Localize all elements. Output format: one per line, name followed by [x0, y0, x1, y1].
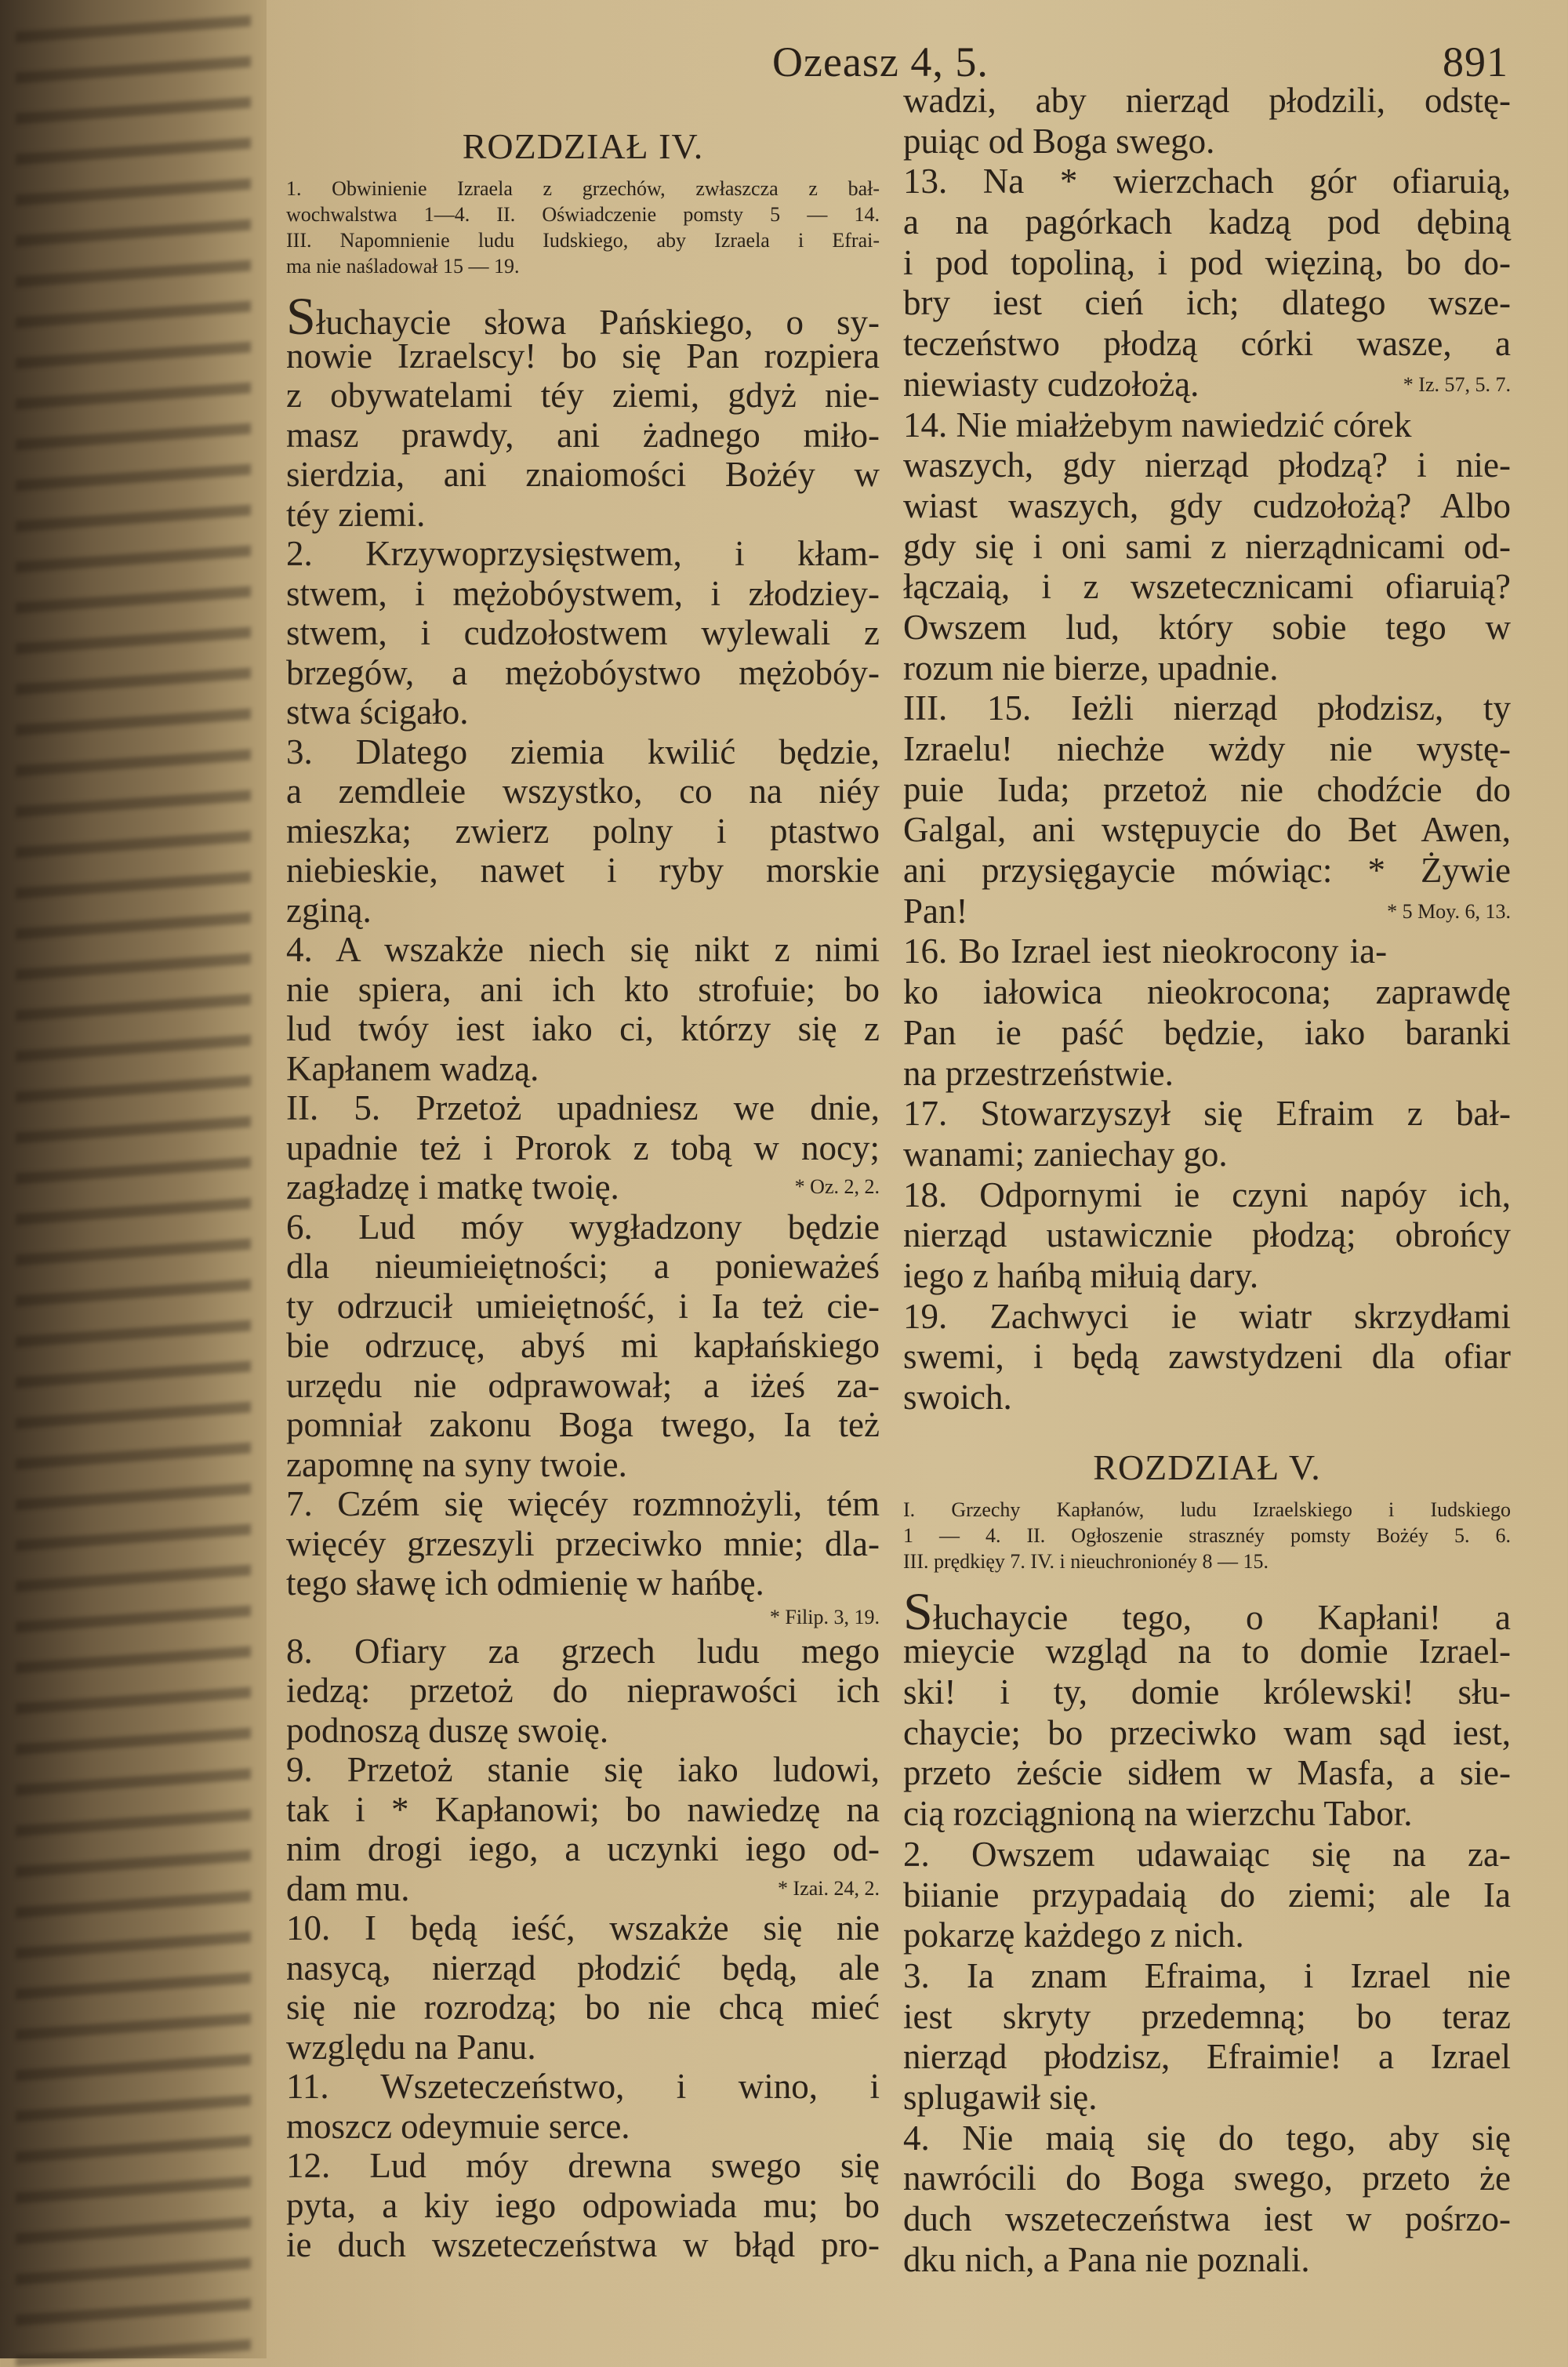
line-text: chaycie; bo przeciwko wam sąd iest, [903, 1712, 1511, 1752]
text-line [903, 202, 1511, 243]
line-text: upadnie też i Prorok z tobą w nocy; [286, 1127, 880, 1167]
line-text: tego sławę ich odmienię w hańbę. [286, 1563, 764, 1603]
line-text: względu na Panu. [286, 2027, 536, 2067]
text-line [286, 1366, 880, 1406]
text-line [286, 1445, 880, 1485]
left-column [286, 118, 880, 2265]
line-text: niebieskie, nawet i ryby morskie [286, 851, 880, 890]
line-text: 13. Na * wierzchach gór ofiaruią, [903, 162, 1511, 201]
initial-capital: S [286, 286, 316, 346]
footnote-reference: * Filip. 3, 19. [769, 1605, 880, 1628]
text-line [903, 1875, 1511, 1916]
text-line [286, 771, 880, 811]
text-line [286, 1750, 880, 1790]
line-text: przeto żeście sidłem w Masfa, a sie- [903, 1753, 1511, 1793]
text-line [286, 1405, 880, 1445]
text-line [903, 1134, 1511, 1175]
summary-line: III. Napomnienie ludu Iudskiego, aby Izraela i Efrai- [286, 229, 880, 252]
footnote-reference: * Iz. 57, 5. 7. [1403, 372, 1511, 396]
text-line [903, 729, 1511, 770]
line-text: zginą. [286, 890, 372, 930]
line-text: pokarzę każdego z nich. [903, 1915, 1244, 1955]
text-line [286, 2225, 880, 2265]
line-text: i pod topoliną, i pod więziną, bo do- [903, 242, 1511, 282]
line-text: zapomnę na syny twoie. [286, 1444, 627, 1484]
text-line [903, 324, 1511, 365]
text-line [903, 1794, 1511, 1835]
text-line [903, 365, 1511, 405]
text-line [903, 81, 1511, 122]
text-line [286, 1049, 880, 1089]
line-text: iego z hańbą miłuią dary. [903, 1255, 1259, 1295]
line-text: urzędu nie odprawował; a iżeś za- [286, 1365, 880, 1405]
line-text: puiąc od Boga swego. [903, 121, 1215, 161]
line-text: 3. Ia znam Efraima, i Izrael nie [903, 1955, 1511, 1995]
line-text: 18. Odpornymi ie czyni napóy ich, [903, 1174, 1511, 1214]
line-text: nasycą, nierząd płodzić będą, ale [286, 1948, 880, 1988]
line-text: 2. Owszem udawaiąc się na za- [903, 1834, 1511, 1874]
text-line [286, 1869, 880, 1909]
summary-line: III. prędkięy 7. IV. i nieuchronionéy 8 — 15. [903, 1549, 1269, 1573]
chapter-title: ROZDZIAŁ IV. [462, 126, 704, 166]
text-line [286, 1524, 880, 1564]
line-text: duch wszeteczeństwa iest w pośrzo- [903, 2199, 1511, 2238]
text-line [903, 1256, 1511, 1297]
text-line [286, 416, 880, 456]
line-text: sierdzia, ani znaiomości Bożéy w [286, 455, 880, 494]
text-line [903, 1713, 1511, 1754]
line-text: 17. Stowarzyszył się Efraim z bał- [903, 1094, 1511, 1134]
line-text: brzegów, a mężobóystwo mężobóy- [286, 652, 880, 692]
line-text: nowie Izraelscy! bo się Pan rozpiera [286, 336, 880, 376]
initial-capital: S [903, 1581, 933, 1641]
text-line [286, 1790, 880, 1830]
text-line [286, 732, 880, 772]
text-line [903, 931, 1511, 972]
line-text: nie spiera, ani ich kto strofuie; bo [286, 969, 880, 1009]
line-text: puie Iuda; przetoż nie chodźcie do [903, 769, 1511, 809]
line-text: 3. Dlatego ziemia kwilić będzie, [286, 732, 880, 771]
text-line [903, 2078, 1511, 2118]
text-line [286, 930, 880, 970]
line-text: mieycie wzgląd na to domie Izrael- [903, 1632, 1511, 1672]
text-line [286, 1088, 880, 1128]
line-text: stwa ścigało. [286, 692, 469, 732]
summary-line: 1. Obwinienie Izraela z grzechów, zwłaszcza z bał- [286, 177, 880, 200]
line-text: Pan! [903, 891, 968, 931]
text-line [286, 1908, 880, 1948]
text-line [903, 445, 1511, 486]
line-text: masz prawdy, ani żadnego miło- [286, 415, 880, 455]
summary-line: 1 — 4. II. Ogłoszenie strasznéy pomsty Bożéy 5. 6. [903, 1523, 1511, 1547]
text-line [903, 608, 1511, 648]
line-text: a na pagórkach kadzą pod dębiną [903, 202, 1511, 242]
text-line [903, 243, 1511, 284]
text-line [903, 1835, 1511, 1875]
text-line [903, 1175, 1511, 1216]
line-text: z obywatelami téy ziemi, gdyż nie- [286, 376, 880, 415]
text-line [286, 336, 880, 376]
running-title: Ozeasz 4, 5. [772, 38, 989, 85]
line-text: moszcz odeymuie serce. [286, 2106, 630, 2146]
text-line [903, 1094, 1511, 1134]
line-text: téy ziemi. [286, 494, 426, 534]
line-text: bry iest cień ich; dlatego wsze- [903, 283, 1511, 323]
line-text: biianie przypadaią do ziemi; ale Ia [903, 1875, 1511, 1915]
text-line [903, 648, 1511, 689]
text-line [286, 534, 880, 574]
text-line [286, 891, 880, 931]
footnote-reference: * Oz. 2, 2. [794, 1175, 880, 1198]
line-text: łuchaycie słowa Pańskiego, o sy- [315, 303, 880, 342]
line-text: lud twóy iest iako ci, którzy się z [286, 1009, 880, 1048]
line-text: 4. A wszakże niech się nikt z nimi [286, 930, 880, 969]
text-line [903, 1013, 1511, 1054]
line-text: III. 15. Ieżli nierząd płodzisz, ty [903, 688, 1511, 728]
text-line [286, 1009, 880, 1049]
adjacent-page-edge [0, 0, 267, 2358]
line-text: ko iałowica nieokrocona; zaprawdę [903, 972, 1511, 1012]
line-text: wiast waszych, gdy cudzołożą? Albo [903, 485, 1511, 525]
line-text: Kapłanem wadzą. [286, 1048, 539, 1088]
text-line [903, 2240, 1511, 2281]
text-line [903, 1915, 1511, 1956]
line-text: 14. Nie miałżebym nawiedzić córek [903, 405, 1412, 445]
line-text: cią rozciągnioną na wierzchu Tabor. [903, 1794, 1413, 1834]
text-line [286, 2146, 880, 2186]
text-line [903, 2199, 1511, 2240]
line-text: na przestrzeństwie. [903, 1053, 1174, 1093]
line-text: 6. Lud móy wygładzony będzie [286, 1207, 880, 1247]
line-text: dla nieumieiętności; a ponieważeś [286, 1247, 880, 1286]
line-text: stwem, i cudzołostwem wylewali z [286, 613, 880, 652]
text-line [903, 283, 1511, 324]
line-text: nawrócili do Boga swego, przeto że [903, 2158, 1511, 2198]
line-text: nierząd płodzisz, Efraimie! a Izrael [903, 2037, 1511, 2077]
text-line [903, 1581, 1511, 1641]
chapter-summary [286, 176, 880, 279]
text-line [903, 2037, 1511, 2078]
line-text: 10. I będą ieść, wszakże się nie [286, 1908, 880, 1948]
line-text: 16. Bo Izrael iest nieokrocony ia- [903, 931, 1388, 971]
text-line [286, 613, 880, 653]
text-line [903, 1632, 1511, 1672]
text-line [903, 1672, 1511, 1713]
line-text: wanami; zaniechay go. [903, 1134, 1228, 1174]
line-text: ty odrzucił umieiętność, i Ia też cie- [286, 1286, 880, 1326]
text-line [286, 653, 880, 693]
line-text: Pan ie paść będzie, iako baranki [903, 1012, 1511, 1052]
line-text: splugawił się. [903, 2077, 1098, 2117]
text-line [903, 567, 1511, 608]
text-line [286, 1207, 880, 1247]
line-text: Izraelu! niechże wżdy nie wystę- [903, 729, 1511, 768]
line-text: swemi, i będą zawstydzeni dla ofiar [903, 1337, 1511, 1377]
text-line [286, 455, 880, 495]
adjacent-page-blurred-text [16, 0, 251, 2366]
line-text: waszych, gdy nierząd płodzą? i nie- [903, 445, 1511, 485]
text-line [286, 1326, 880, 1366]
line-text: łuchaycie tego, o Kapłani! a [932, 1597, 1511, 1637]
text-line [903, 891, 1511, 932]
right-column [903, 81, 1511, 2280]
chapter-title: ROZDZIAŁ V. [1093, 1447, 1321, 1487]
text-line [286, 1829, 880, 1869]
line-text: II. 5. Przetoż upadniesz we dnie, [286, 1088, 880, 1127]
text-line [286, 1563, 880, 1603]
line-text: 2. Krzywoprzysięstwem, i kłam- [286, 534, 880, 573]
line-text: nim drogi iego, a uczynki iego od- [286, 1829, 880, 1868]
line-text: mieszka; zwierz polny i ptastwo [286, 811, 880, 851]
text-line [286, 851, 880, 891]
text-line [903, 1956, 1511, 1997]
text-line [286, 376, 880, 416]
chapter-text [903, 1581, 1511, 2281]
text-line [903, 1297, 1511, 1338]
text-line [286, 1671, 880, 1711]
line-text: iest skryty przedemną; bo teraz [903, 1996, 1511, 2036]
text-line [286, 1128, 880, 1168]
line-text: 4. Nie maią się do tego, aby się [903, 2118, 1511, 2158]
line-text: teczeństwo płodzą córki wasze, a [903, 324, 1511, 364]
line-text: zagładzę i matkę twoię. [286, 1167, 619, 1207]
line-text: wadzi, aby nierząd płodzili, odstę- [903, 81, 1511, 120]
text-line [903, 1337, 1511, 1378]
line-text: tak i * Kapłanowi; bo nawiedzę na [286, 1789, 880, 1829]
text-line [903, 770, 1511, 811]
text-line [903, 1378, 1511, 1418]
text-line [286, 1988, 880, 2028]
chapter-summary [903, 1497, 1511, 1574]
chapter-text-continued [903, 81, 1511, 1418]
line-text: Galgal, ani wstępuycie do Bet Awen, [903, 810, 1511, 850]
line-text: łączaią, i z wszetecznicami ofiaruią? [903, 567, 1511, 607]
line-text: stwem, i mężobóystwem, i złodziey- [286, 573, 880, 613]
line-text: się nie rozrodzą; bo nie chcą mieć [286, 1988, 880, 2027]
line-text: 12. Lud móy drewna swego się [286, 2146, 880, 2185]
text-line [903, 972, 1511, 1013]
text-line [286, 2107, 880, 2147]
line-text: podnoszą duszę swoię. [286, 1710, 609, 1750]
line-text: 7. Czém się więcéy rozmnożyli, tém [286, 1484, 880, 1523]
line-text: a zemdleie wszystko, co na niéy [286, 771, 880, 811]
line-text: dam mu. [286, 1868, 410, 1908]
line-text: pomniał zakonu Boga twego, Ia też [286, 1405, 880, 1444]
text-line [903, 1054, 1511, 1095]
text-line [286, 1247, 880, 1287]
text-line [286, 1711, 880, 1751]
text-line [286, 495, 880, 535]
summary-line: wochwalstwa 1—4. II. Oświadczenie pomsty 5 — 14. [286, 203, 880, 226]
text-line [903, 810, 1511, 851]
text-line [903, 1215, 1511, 1256]
text-line [286, 1167, 880, 1207]
text-line [903, 1753, 1511, 1794]
line-text: gdy się i oni sami z nierządnicami od- [903, 526, 1511, 566]
text-line [903, 688, 1511, 729]
text-line [903, 405, 1511, 446]
text-line [903, 851, 1511, 891]
line-text: dku nich, a Pana nie poznali. [903, 2239, 1310, 2279]
text-line [286, 574, 880, 614]
line-text: nierząd ustawicznie płodzą; obrońcy [903, 1215, 1511, 1255]
summary-line: ma nie naśladował 15 — 19. [286, 255, 520, 278]
text-line [286, 2067, 880, 2107]
line-text: ani przysięgaycie mówiąc: * Żywie [903, 851, 1511, 891]
text-line [286, 2186, 880, 2226]
text-line [286, 1287, 880, 1327]
line-text: niewiasty cudzołożą. [903, 364, 1200, 404]
text-line [903, 2158, 1511, 2199]
summary-line: I. Grzechy Kapłanów, ludu Izraelskiego i Iudskiego [903, 1498, 1511, 1521]
text-line [286, 692, 880, 732]
line-text: ie duch wszeteczeństwa w błąd pro- [286, 2225, 880, 2264]
text-line [286, 1484, 880, 1524]
line-text: Owszem lud, który sobie tego w [903, 607, 1511, 647]
line-text: ski! i ty, domie królewski! słu- [903, 1672, 1511, 1712]
text-line [903, 122, 1511, 162]
text-line [903, 486, 1511, 527]
text-line [286, 1632, 880, 1672]
line-text: 11. Wszeteczeństwo, i wino, i [286, 2067, 880, 2106]
line-text: bie odrzucę, abyś mi kapłańskiego [286, 1326, 880, 1365]
line-text: 8. Ofiary za grzech ludu mego [286, 1631, 880, 1671]
chapter-text [286, 286, 880, 2265]
text-line [903, 1997, 1511, 2038]
text-line [286, 2028, 880, 2067]
line-text: iedzą: przetoż do nieprawości ich [286, 1671, 880, 1710]
footnote-reference: * Izai. 24, 2. [778, 1876, 880, 1900]
text-line [903, 527, 1511, 568]
text-line [286, 286, 880, 346]
text-line [286, 970, 880, 1010]
line-text: więcéy grzeszyli przeciwko mnie; dla- [286, 1523, 880, 1563]
text-line [903, 2118, 1511, 2159]
line-text: swoich. [903, 1378, 1012, 1417]
text-line [286, 811, 880, 851]
text-line [903, 162, 1511, 202]
line-text: rozum nie bierze, upadnie. [903, 648, 1279, 688]
line-text: 9. Przetoż stanie się iako ludowi, [286, 1750, 880, 1789]
footnote-reference: * 5 Moy. 6, 13. [1387, 899, 1511, 923]
line-text: pyta, a kiy iego odpowiada mu; bo [286, 2185, 880, 2225]
page-number: 891 [1443, 38, 1508, 85]
text-line [286, 1948, 880, 1988]
line-text: 19. Zachwyci ie wiatr skrzydłami [903, 1296, 1511, 1336]
